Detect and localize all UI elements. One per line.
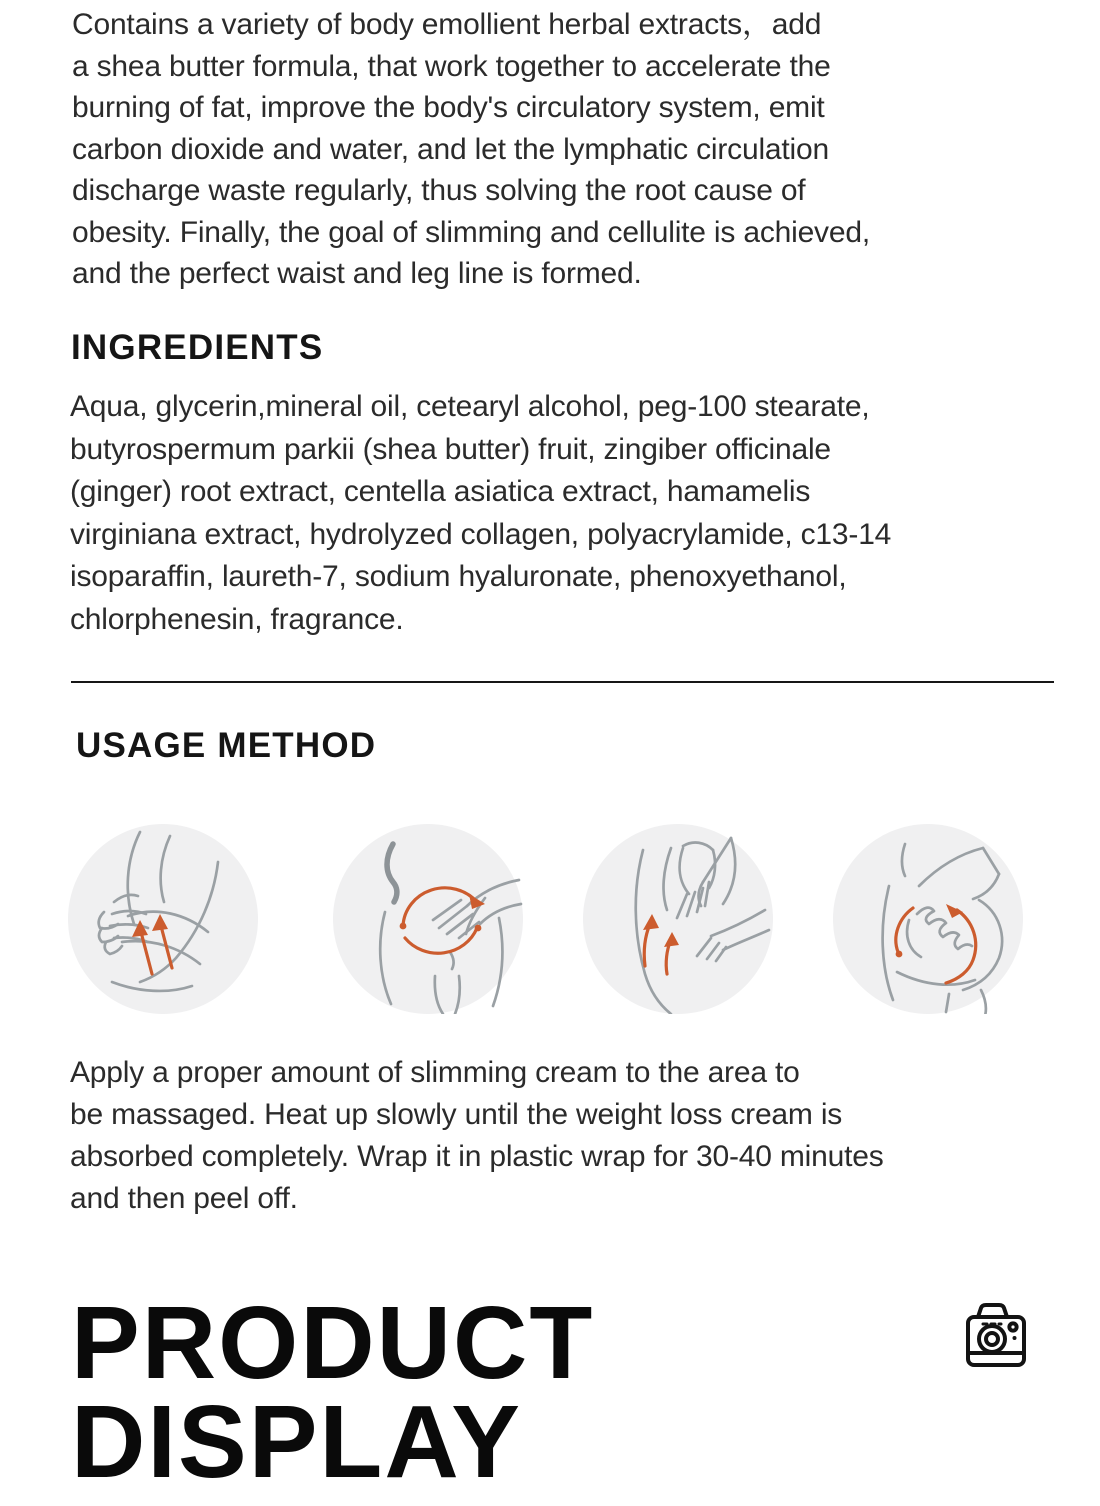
usage-method-heading: USAGE METHOD [76, 726, 377, 765]
instruction-line: absorbed completely. Wrap it in plastic wrap for 30-40 minutes [70, 1140, 884, 1173]
intro-line: carbon dioxide and water, and let the lymphatic circulation [72, 132, 829, 166]
instruction-line: Apply a proper amount of slimming cream to the area to [70, 1056, 800, 1089]
intro-line: a shea butter formula, that work together to accelerate the [72, 49, 831, 83]
belly-massage-icon [333, 824, 523, 1014]
hip-massage-illustration [833, 824, 1023, 1014]
ingredients-paragraph [70, 386, 891, 642]
arm-massage-illustration [68, 824, 258, 1014]
product-display-heading [71, 1285, 595, 1499]
ingredients-line: (ginger) root extract, centella asiatica extract, hamamelis [70, 475, 811, 509]
ingredients-line: chlorphenesin, fragrance. [70, 602, 404, 636]
ingredients-line: butyrospermum parkii (shea butter) fruit, zingiber officinale [70, 432, 831, 466]
belly-massage-illustration [333, 824, 523, 1014]
ingredients-heading: INGREDIENTS [71, 328, 324, 367]
intro-line: and the perfect waist and leg line is formed. [72, 257, 642, 290]
camera-icon-svg [966, 1301, 1026, 1373]
usage-instructions [70, 1052, 884, 1220]
camera-icon [966, 1301, 1026, 1373]
intro-line: burning of fat, improve the body's circulatory system, emit [72, 91, 825, 124]
intro-line: discharge waste regularly, thus solving the root cause of [72, 174, 806, 207]
thigh-massage-illustration [583, 824, 773, 1014]
thigh-massage-icon [583, 824, 773, 1014]
ingredients-line: virginiana extract, hydrolyzed collagen, polyacrylamide, c13-14 [70, 517, 892, 551]
ingredients-line: isoparaffin, laureth-7, sodium hyaluronate, phenoxyethanol, [70, 560, 847, 594]
ingredients-line: Aqua, glycerin,mineral oil, cetearyl alcohol, peg-100 stearate, [70, 390, 870, 423]
product-display-line1: PRODUCT [71, 1285, 595, 1400]
arm-massage-icon [68, 824, 258, 1014]
product-display-line2: DISPLAY [71, 1384, 522, 1499]
hip-massage-icon [833, 824, 1023, 1014]
instruction-line: be massaged. Heat up slowly until the weight loss cream is [70, 1098, 843, 1131]
intro-line: obesity. Finally, the goal of slimming and cellulite is achieved, [72, 215, 870, 249]
intro-paragraph [72, 4, 870, 295]
section-divider [71, 681, 1054, 683]
intro-line: Contains a variety of body emollient herbal extracts，add [72, 8, 822, 41]
instruction-line: and then peel off. [70, 1182, 298, 1215]
